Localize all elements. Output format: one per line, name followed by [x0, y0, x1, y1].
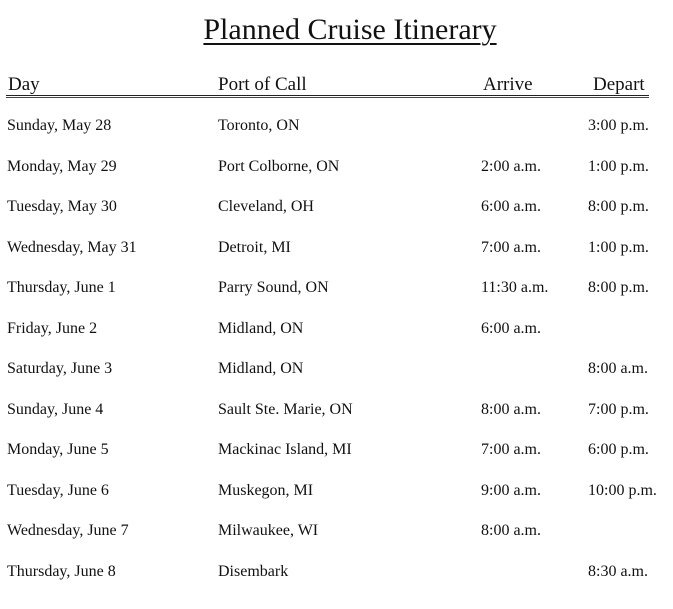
page-title: Planned Cruise Itinerary [203, 13, 497, 46]
cell-port: Sault Ste. Marie, ON [218, 400, 353, 418]
table-row [0, 116, 673, 157]
cell-depart: 1:00 p.m. [588, 157, 649, 175]
cell-arrive: 8:00 a.m. [481, 400, 541, 418]
table-row [0, 319, 673, 360]
cell-port: Milwaukee, WI [218, 522, 319, 539]
cell-day: Sunday, May 28 [7, 117, 112, 134]
cell-depart: 8:30 a.m. [588, 562, 648, 580]
table-row [0, 157, 673, 198]
cell-arrive: 9:00 a.m. [481, 481, 541, 499]
cell-day: Thursday, June 8 [7, 562, 116, 580]
cell-port: Detroit, MI [218, 238, 291, 256]
table-row [0, 278, 673, 319]
header-depart: Depart [593, 74, 645, 95]
cell-depart: 3:00 p.m. [588, 117, 649, 134]
header-port: Port of Call [218, 74, 307, 95]
cell-arrive: 6:00 a.m. [481, 319, 541, 337]
cell-depart: 8:00 p.m. [588, 279, 649, 296]
cell-port: Mackinac Island, MI [218, 441, 352, 458]
cell-port: Toronto, ON [218, 117, 300, 134]
cell-depart: 1:00 p.m. [588, 238, 649, 256]
cell-port: Midland, ON [218, 360, 304, 377]
table-row [0, 359, 673, 400]
cell-day: Tuesday, June 6 [7, 481, 109, 499]
cell-day: Wednesday, May 31 [7, 238, 137, 256]
cell-day: Tuesday, May 30 [7, 198, 117, 215]
header-day: Day [8, 74, 40, 95]
header-arrive: Arrive [483, 74, 533, 95]
table-row [0, 562, 673, 603]
cell-day: Sunday, June 4 [7, 400, 104, 418]
header-divider [6, 95, 649, 98]
cell-day: Monday, May 29 [7, 157, 117, 175]
cell-port: Parry Sound, ON [218, 279, 329, 296]
cell-arrive: 11:30 a.m. [481, 279, 549, 296]
cell-port: Midland, ON [218, 319, 304, 337]
cell-day: Monday, June 5 [7, 441, 109, 458]
table-row [0, 238, 673, 279]
cell-depart: 8:00 p.m. [588, 198, 649, 215]
table-row [0, 440, 673, 481]
cell-day: Saturday, June 3 [7, 360, 113, 377]
cell-depart: 8:00 a.m. [588, 360, 648, 377]
itinerary-table [0, 116, 673, 602]
table-row [0, 197, 673, 238]
cell-port: Cleveland, OH [218, 198, 314, 215]
cell-day: Friday, June 2 [7, 319, 98, 337]
table-row [0, 481, 673, 522]
table-row [0, 400, 673, 441]
table-row [0, 521, 673, 562]
cell-day: Thursday, June 1 [7, 279, 116, 296]
cell-arrive: 6:00 a.m. [481, 198, 541, 215]
cell-port: Muskegon, MI [218, 481, 314, 499]
cell-depart: 7:00 p.m. [588, 400, 649, 418]
cell-depart: 10:00 p.m. [588, 481, 657, 499]
cell-arrive: 8:00 a.m. [481, 522, 541, 539]
cell-arrive: 7:00 a.m. [481, 238, 541, 256]
cell-arrive: 2:00 a.m. [481, 157, 541, 175]
cell-day: Wednesday, June 7 [7, 522, 129, 539]
cell-arrive: 7:00 a.m. [481, 441, 541, 458]
cell-depart: 6:00 p.m. [588, 441, 649, 458]
cell-port: Disembark [218, 562, 289, 580]
cell-port: Port Colborne, ON [218, 157, 340, 175]
